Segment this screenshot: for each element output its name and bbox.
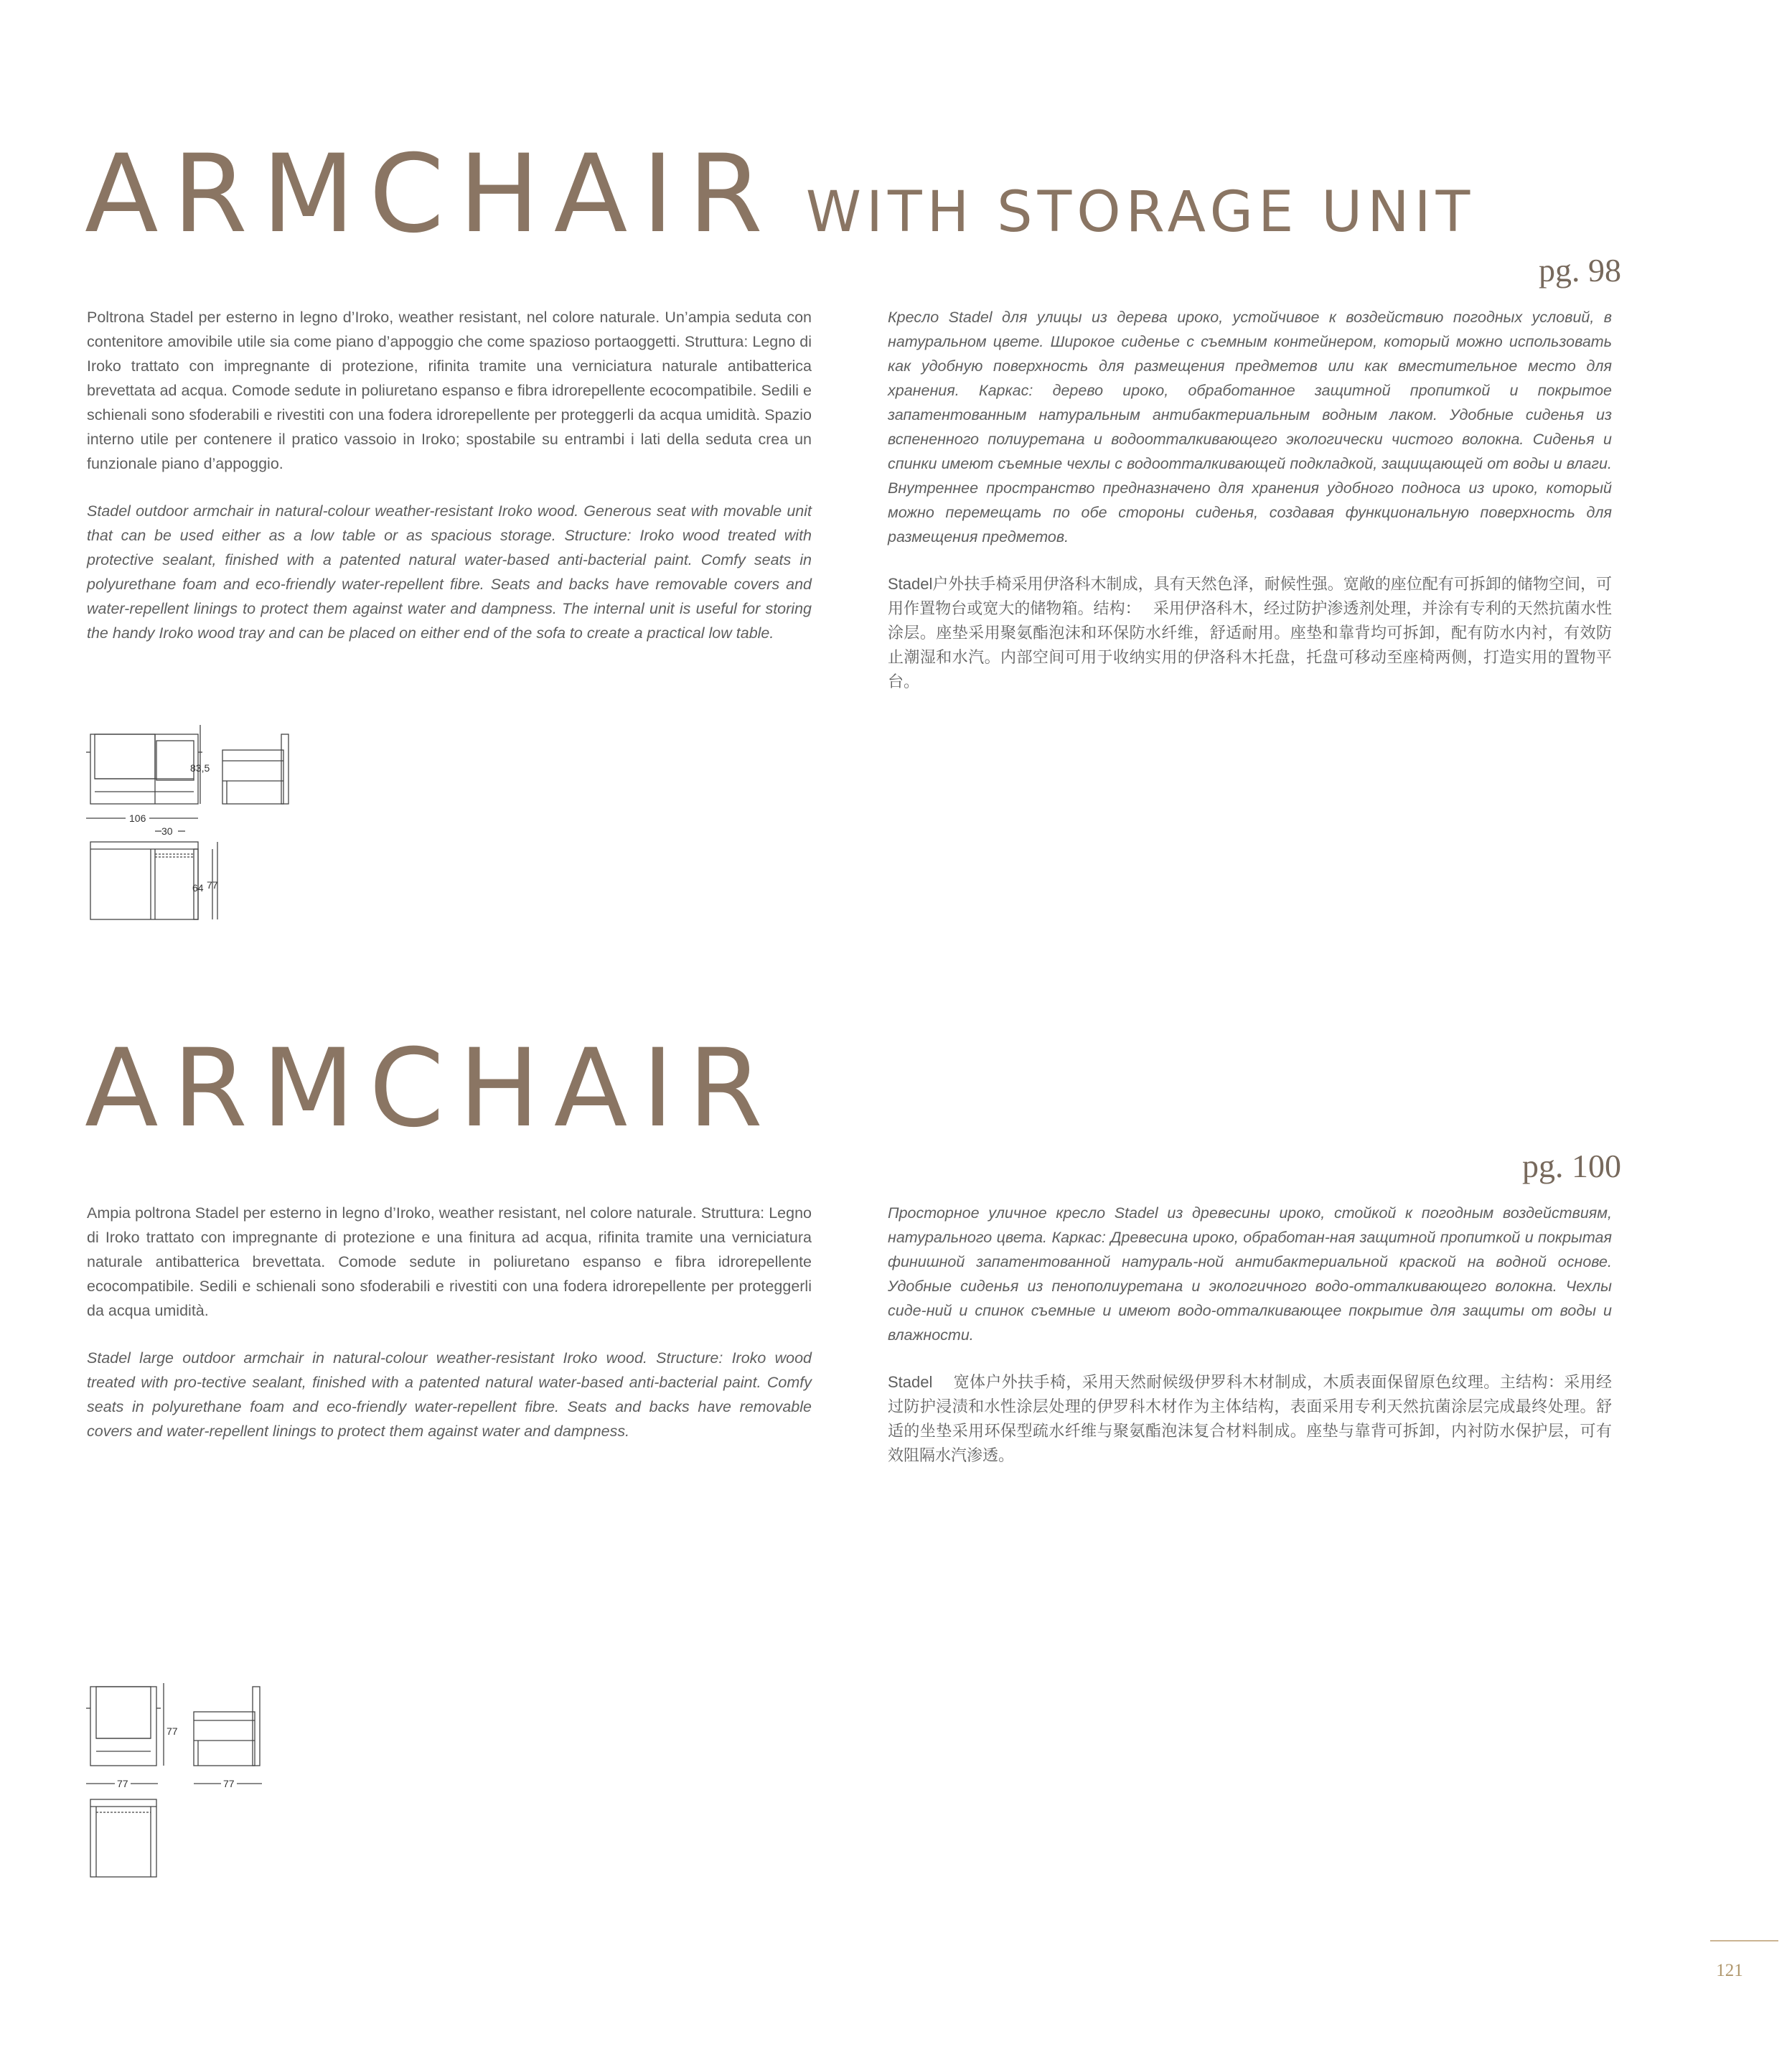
section1-dim-width: 106 <box>129 812 146 824</box>
section2-dimension-drawing <box>86 1683 273 1884</box>
section2-text-italian: Ampia poltrona Stadel per esterno in legno d’Iroko, weather resistant, nel colore naturale. Struttura: Legno di Iroko trattato con impregnante di protezione e una finitura ad acqua, rifinita tramite una verniciatura naturale antibatterica brevettata. Comode sedute in poliuretano espanso e fibra idrorepellente ecocompatibile. Sedili e schienali sono sfoderabili e rivestiti con una fodera idrorepellente per proteggerli da acqua umidità. <box>87 1204 812 1319</box>
section1-dimension-drawing <box>86 725 316 933</box>
section1-dim-unit-width: 30 <box>161 825 173 837</box>
section1-dim-depth: 77 <box>207 879 218 891</box>
front-view <box>86 1683 164 1766</box>
section2-text-english: Stadel large outdoor armchair in natural-colour weather-resistant Iroko wood. Structure: Iroko wood treated with pro-tective sealant, finished with a patented natural water-based anti-bacterial paint. Comfy seats in polyurethane foam and eco-friendly water-repellent fibre. Seats and backs have removable covers and water-repellent linings to protect them against water and dampness. <box>87 1349 812 1440</box>
top-view <box>90 842 217 919</box>
footer-divider <box>1710 1940 1778 1941</box>
section2-dim-height: 77 <box>166 1725 178 1737</box>
section1-text-italian: Poltrona Stadel per esterno in legno d’Iroko, weather resistant, nel colore naturale. Un’ampia seduta con contenitore amovibile utile sia come piano d’appoggio che come spazioso portaoggetti. Struttura: Legno di Iroko trattato con impregnante di protezione, rifinita tramite una verniciatura naturale antibatterica brevettata ad acqua. Comode sedute in poliuretano espanso e fibra idrorepellente ecocompatibile. Sedili e schienali sono sfoderabili e rivestiti con una fodera idrorepellente per proteggerli da acqua umidità. Spazio interno utile per contenere il pratico vassoio in Iroko; spostabile su entrambi i lati della seduta crea un funzionale piano d’appoggio. <box>87 309 812 472</box>
section1-text-english: Stadel outdoor armchair in natural-colour weather-resistant Iroko wood. Generous seat with movable unit that can be used either as a low table or as spacious storage. Structure: Iroko wood treated with protective sealant, finished with a patented natural water-based anti-bacterial paint. Comfy seats in polyurethane foam and eco-friendly water-repellent fibre. Seats and backs have removable covers and water-repellent linings to protect them against water and dampness. The internal unit is useful for storing the handy Iroko wood tray and can be placed on either end of the sofa to create a practical low table. <box>87 502 812 642</box>
section1-text-russian: Кресло Stadel для улицы из дерева ироко, устойчивое к воздействию погодных условий, в натуральном цвете. Широкое сиденье с съемным контейнером, который можно использовать как удобную поверхность для размещения предметов или как вместительное место для хранения. Каркас: дерево ироко, обработанное защитной пропиткой и покрытое запатентованным натуральным антибактериальным водным лаком. Удобные сиденья из вспененного полиуретана и водоотталкивающего экологически чистого волокна. Сиденья и спинки имеют съемные чехлы с водоотталкивающей подкладкой, защищающей от воды и влаги. Внутреннее пространство предназначено для хранения удобного подноса из ироко, который можно перемещать по обе стороны сиденья, создавая функциональную поверхность для размещения предметов. <box>888 309 1612 545</box>
section2-right-column <box>888 1201 1612 1491</box>
section2-page-ref: pg. 100 <box>1522 1148 1621 1184</box>
section1-dim-height: 83,5 <box>190 762 210 774</box>
section2-dim-width: 77 <box>117 1778 128 1789</box>
section2-title-main: ARMCHAIR <box>85 1026 777 1151</box>
section2-text-russian: Просторное уличное кресло Stadel из древесины ироко, стойкой к погодным воздействиям, натурального цвета. Каркас: Древесина ироко, обработан-ная защитной пропиткой и покрытая финишной запатентованной натураль-ной антибактериальной краской на водной основе. Удобные сиденья из пенополиуретана и экологичного водо-отталкивающего волокна. Чехлы сиде-ний и спинок съемные и имеют водо-отталкивающее покрытие для защиты от воды и влажности. <box>888 1204 1612 1344</box>
section2-text-chinese: Stadel 宽体户外扶手椅，采用天然耐候级伊罗科木材制成，木质表面保留原色纹理。主结构：采用经过防护浸渍和水性涂层处理的伊罗科木材作为主体结构，表面采用专利天然抗菌涂层完成最终处理。舒适的坐垫采用环保型疏水纤维与聚氨酯泡沫复合材料制成。座垫与靠背可拆卸，内衬防水保护层，可有效阻隔水汽渗透。 <box>888 1373 1612 1464</box>
top-view <box>90 1799 156 1877</box>
section1-title <box>85 132 1476 257</box>
page-number: 121 <box>1716 1961 1743 1980</box>
side-view <box>222 734 288 804</box>
section1-text-chinese: Stadel户外扶手椅采用伊洛科木制成，具有天然色泽，耐候性强。宽敞的座位配有可拆卸的储物空间，可用作置物台或宽大的储物箱。结构： 采用伊洛科木，经过防护渗透剂处理，并涂有专利的天然抗菌水性涂层。座垫采用聚氨酯泡沫和环保防水纤维，舒适耐用。座垫和靠背均可拆卸，配有防水内衬，有效防止潮湿和水汽。内部空间可用于收纳实用的伊洛科木托盘，托盘可移动至座椅两侧，打造实用的置物平台。 <box>888 575 1612 690</box>
section1-title-sub: WITH STORAGE UNIT <box>805 180 1476 245</box>
section2-title <box>85 1026 777 1151</box>
section1-title-main: ARMCHAIR <box>85 132 777 257</box>
section1-dim-seat-depth: 64 <box>192 882 204 894</box>
front-view <box>86 725 202 804</box>
section1-left-column <box>87 305 812 668</box>
section2-left-column <box>87 1201 812 1466</box>
section2-dim-depth: 77 <box>223 1778 235 1789</box>
section1-right-column <box>888 305 1612 717</box>
side-view <box>194 1687 260 1766</box>
section1-page-ref: pg. 98 <box>1539 252 1621 289</box>
